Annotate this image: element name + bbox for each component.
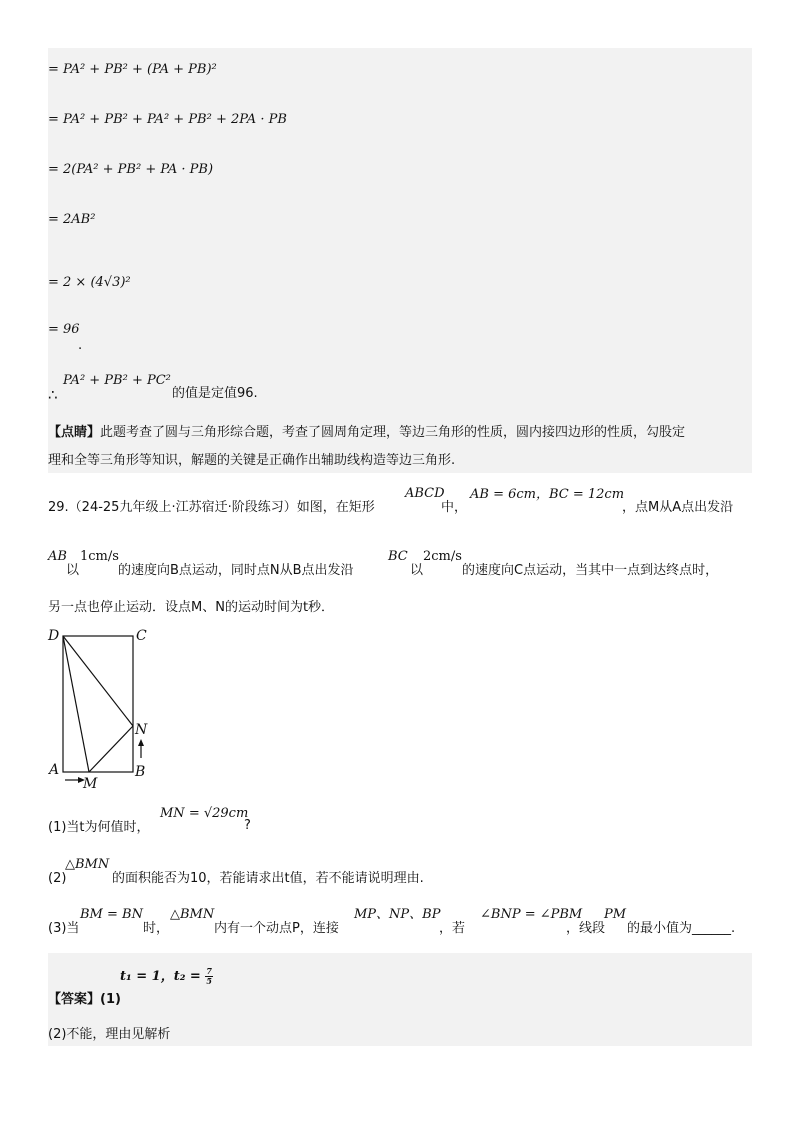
- problem-29-yi-2: 以: [410, 563, 424, 578]
- label-d: D: [48, 628, 60, 644]
- segment-ab: AB: [48, 549, 67, 564]
- label-m: M: [83, 776, 98, 792]
- answer-part-2: (2)不能，理由见解析: [48, 1027, 171, 1042]
- problem-29-yi-1: 以: [66, 563, 80, 578]
- arrow-n-head: [138, 739, 144, 746]
- proof-line-2: = PA² + PB² + PA² + PB² + 2PA · PB: [48, 112, 287, 127]
- question-1-prefix: (1)当t为何值时，: [48, 820, 150, 835]
- answer-fraction-denominator: 5: [206, 976, 212, 986]
- answer-fraction: [205, 967, 213, 986]
- comment-text-1: 此题考查了圆与三角形综合题，考查了圆周角定理，等边三角形的性质，圆内接四边形的性质，勾股定: [100, 425, 686, 440]
- comment-label: 【点睛】: [48, 425, 101, 440]
- therefore-symbol: ∴: [48, 386, 58, 404]
- label-c: C: [136, 628, 147, 644]
- question-3-text-1: 时，: [143, 921, 170, 936]
- problem-29-dimensions: AB = 6cm，BC = 12cm: [470, 487, 625, 502]
- rectangle-abcd: [63, 636, 133, 772]
- question-3-text-4: ，线段: [566, 921, 606, 936]
- problem-29-tail-1: ，点M从A点出发沿: [622, 500, 734, 515]
- question-3-segments: MP、NP、BP: [354, 907, 441, 922]
- segment-bc: BC: [388, 549, 408, 564]
- speed-n: 2cm/s: [423, 549, 462, 564]
- proof-line-5: = 2 × (4√3)²: [48, 275, 131, 290]
- question-3-triangle: △BMN: [170, 907, 215, 922]
- segment-dn: [63, 636, 133, 726]
- comment-line-2: 理和全等三角形等知识，解题的关键是正确作出辅助线构造等边三角形.: [48, 453, 456, 468]
- therefore-text: 的值是定值96.: [172, 386, 258, 401]
- question-2-text: 的面积能否为10，若能请求出t值，若不能请说明理由.: [112, 871, 424, 886]
- proof-line-6: = 96: [48, 322, 80, 337]
- question-3-bm-eq-bn: BM = BN: [80, 907, 143, 922]
- question-3-text-2: 内有一个动点P，连接: [214, 921, 339, 936]
- proof-line-1: = PA² + PB² + (PA + PB)²: [48, 62, 217, 77]
- question-2-math: △BMN: [65, 857, 110, 872]
- proof-line-3: = 2(PA² + PB² + PA · PB): [48, 162, 214, 177]
- question-1-math: MN = √29cm: [160, 806, 249, 821]
- segment-mn: [89, 726, 133, 772]
- answer-part-1-values: [120, 967, 213, 986]
- problem-29-intro: 29.（24-25九年级上·江苏宿迁·阶段练习）如图，在矩形: [48, 500, 375, 515]
- therefore-expression: PA² + PB² + PC²: [63, 373, 171, 388]
- problem-29-mid-2: 的速度向B点运动，同时点N从B点出发沿: [118, 563, 354, 578]
- problem-29-tail-2: 的速度向C点运动，当其中一点到达终点时，: [462, 563, 719, 578]
- rectangle-figure: [45, 622, 185, 792]
- answer-fraction-numerator: 7: [206, 966, 212, 976]
- speed-m: 1cm/s: [80, 549, 119, 564]
- question-3-text-5: 的最小值为______.: [627, 921, 736, 936]
- question-3-text-3: ，若: [439, 921, 466, 936]
- problem-29-line-3: 另一点也停止运动．设点M、N的运动时间为t秒．: [48, 600, 335, 615]
- segment-dm: [63, 636, 89, 772]
- question-1-suffix: ?: [244, 818, 251, 833]
- answer-t-values: t₁ = 1，t₂ =: [120, 969, 206, 984]
- answer-label: 【答案】(1): [48, 992, 121, 1007]
- label-a: A: [49, 762, 60, 778]
- label-b: B: [135, 764, 146, 780]
- problem-29-zhong: 中，: [441, 500, 468, 515]
- proof-line-6-dot: .: [78, 338, 83, 353]
- question-2-prefix: (2): [48, 871, 67, 886]
- rect-name: ABCD: [405, 486, 445, 501]
- question-3-pm: PM: [604, 907, 627, 922]
- question-3-angle-eq: ∠BNP = ∠PBM: [480, 907, 583, 922]
- comment-line-1: [48, 425, 685, 441]
- proof-line-4: = 2AB²: [48, 212, 96, 227]
- label-n: N: [135, 722, 148, 738]
- question-3-prefix: (3)当: [48, 921, 80, 936]
